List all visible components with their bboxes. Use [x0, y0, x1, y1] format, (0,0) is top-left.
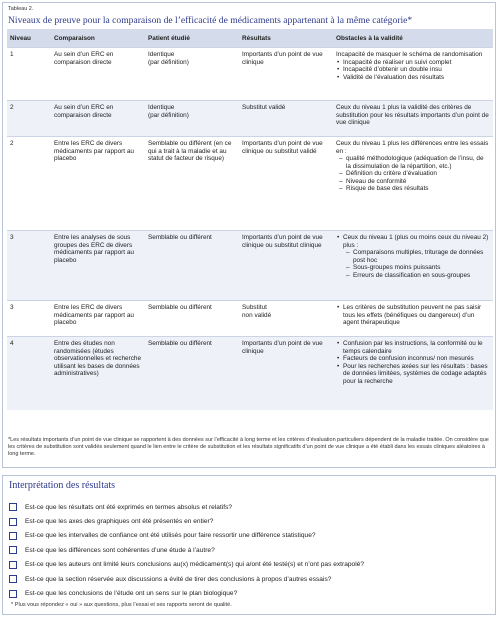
- obstacles-list: [336, 234, 490, 249]
- cell-obstacles: [333, 301, 493, 337]
- table-row: [7, 137, 493, 231]
- table-row: [7, 101, 493, 137]
- checklist-item: [9, 529, 489, 543]
- checkbox[interactable]: [9, 590, 17, 598]
- checklist-item: [9, 586, 489, 600]
- table-label: Tableau 2.: [8, 6, 34, 12]
- cell-level: 3: [7, 301, 51, 337]
- list-item: – Définition du critère d’évaluation: [336, 170, 490, 178]
- table-row: [7, 231, 493, 301]
- header-results: Résultats: [239, 29, 333, 48]
- checkbox[interactable]: [9, 532, 17, 540]
- list-item: • Incapacité d’obtenir un double insu: [336, 66, 490, 74]
- list-item: • Les critères de substitution peuvent ne pas saisir tous les effets (bénéfiques ou dangereux) d’un agent thérapeutique: [336, 304, 490, 327]
- interpretation-checklist: [9, 500, 489, 601]
- header-level: Niveau: [7, 29, 51, 48]
- cell-level: 2: [7, 101, 51, 137]
- cell-comparison: Entre les analyses de sous groupes des ERC de divers médicaments par rapport au placebo: [51, 231, 145, 301]
- list-item: – Risque de base des résultats: [336, 185, 490, 193]
- interpretation-title: Interprétation des résultats: [9, 480, 116, 491]
- obstacles-list: [336, 59, 490, 82]
- checklist-item: [9, 572, 489, 586]
- list-item: – Comparaisons multiples, triturage de données post hoc: [343, 249, 490, 264]
- table-row: [7, 301, 493, 337]
- list-item: – Niveau de conformité: [336, 178, 490, 186]
- cell-comparison: Entre les ERC de divers médicaments par rapport au placebo: [51, 137, 145, 231]
- evidence-levels-table: [7, 29, 493, 410]
- list-item: • Incapacité de réaliser un suivi complet: [336, 59, 490, 67]
- checklist-item: [9, 514, 489, 528]
- list-item: • Ceux du niveau 1 (plus ou moins ceux du niveau 2) plus :: [336, 234, 490, 249]
- obstacles-list: [336, 304, 490, 327]
- header-comparison: Comparaison: [51, 29, 145, 48]
- cell-results: Importants d’un point de vue clinique: [239, 48, 333, 101]
- cell-level: 3: [7, 231, 51, 301]
- obstacles-sublist: [336, 155, 490, 193]
- obstacles-list: [336, 340, 490, 385]
- checklist-item: [9, 543, 489, 557]
- header-patient: Patient étudié: [145, 29, 239, 48]
- cell-comparison: Au sein d’un ERC en comparaison directe: [51, 48, 145, 101]
- cell-obstacles: [333, 48, 493, 101]
- interpretation-panel: [2, 475, 496, 615]
- table-row: [7, 48, 493, 101]
- checklist-question: Est-ce que les intervalles de confiance ont été utilisés pour faire ressortir une différence statistique?: [25, 532, 316, 540]
- cell-results: Substitut validé: [239, 101, 333, 137]
- cell-obstacles: Ceux du niveau 1 plus la validité des critères de substitution pour les résultats importants d’un point de vue clinique: [333, 101, 493, 137]
- list-item: – qualité méthodologique (adéquation de l’insu, de la dissimulation de la répartition, etc.): [336, 155, 490, 170]
- cell-results: Importants d’un point de vue clinique ou substitut clinique: [239, 231, 333, 301]
- list-item: • Confusion par les instructions, la conformité ou le temps calendaire: [336, 340, 490, 355]
- checklist-question: Est-ce que la section réservée aux discussions a évité de tirer des conclusions à propos d’autres essais?: [25, 575, 332, 583]
- checklist-item: [9, 500, 489, 514]
- cell-obstacles: [333, 231, 493, 301]
- list-item: – Erreurs de classification en sous-groupes: [343, 272, 490, 280]
- cell-level: 2: [7, 137, 51, 231]
- obstacles-sublist: [336, 249, 490, 279]
- interpretation-note: * Plus vous répondez « oui » aux questions, plus l’essai et ses rapports seront de qualité.: [11, 602, 232, 608]
- list-item: • Validité de l’évaluation des résultats: [336, 74, 490, 82]
- table-footnote: *Les résultats importants d’un point de vue clinique se rapportent à des données sur l’efficacité à long terme et les critères d’évaluation particuliers dépendent de la maladie traitée. On considère que les critères de substitution sont validés seulement quand le lien entre le critère de substitution et les résultats significatifs d’un point de vue clinique a été établi dans les essais cliniques aléatoires à long terme.: [8, 437, 489, 457]
- cell-patient: Semblable ou différent (en ce qui a trait à la maladie et au statut de facteur de risque): [145, 137, 239, 231]
- table-row: [7, 337, 493, 411]
- table-panel: [2, 2, 496, 468]
- list-item: – Sous-groupes moins puissants: [343, 264, 490, 272]
- checkbox[interactable]: [9, 575, 17, 583]
- checklist-item: [9, 558, 489, 572]
- checkbox[interactable]: [9, 503, 17, 511]
- cell-obstacles: [333, 337, 493, 411]
- cell-comparison: Entre des études non randomisées (études observationnelles et recherche utilisant les bases de données administratives): [51, 337, 145, 411]
- cell-patient: Semblable ou différent: [145, 301, 239, 337]
- checkbox[interactable]: [9, 546, 17, 554]
- cell-obstacles: [333, 137, 493, 231]
- cell-comparison: Au sein d’un ERC en comparaison directe: [51, 101, 145, 137]
- cell-results: Importants d’un point de vue clinique: [239, 337, 333, 411]
- checkbox[interactable]: [9, 561, 17, 569]
- list-item: • Facteurs de confusion inconnus/ non mesurés: [336, 355, 490, 363]
- checklist-question: Est-ce que les différences sont cohérentes d’une étude à l’autre?: [25, 546, 215, 554]
- cell-results: Importants d’un point de vue clinique ou substitut validé: [239, 137, 333, 231]
- checklist-question: Est-ce que les axes des graphiques ont été présentés en entier?: [25, 518, 214, 526]
- cell-level: 1: [7, 48, 51, 101]
- cell-level: 4: [7, 337, 51, 411]
- cell-patient: Identique (par définition): [145, 48, 239, 101]
- obstacles-intro: Incapacité de masquer le schéma de randomisation: [336, 51, 483, 58]
- checklist-question: Est-ce que les conclusions de l’étude ont un sens sur le plan biologique?: [25, 590, 238, 598]
- cell-results: Substitut non validé: [239, 301, 333, 337]
- table-header-row: [7, 29, 493, 48]
- cell-patient: Semblable ou différent: [145, 231, 239, 301]
- cell-patient: Semblable ou différent: [145, 337, 239, 411]
- list-item: • Pour les recherches axées sur les résultats : bases de données limitées, systèmes de codage adaptés pour la recherche: [336, 363, 490, 386]
- checklist-question: Est-ce que les résultats ont été exprimés en termes absolus et relatifs?: [25, 503, 233, 511]
- checkbox[interactable]: [9, 518, 17, 526]
- checklist-question: Est-ce que les auteurs ont limité leurs conclusions au(x) médicament(s) qui a/ont été testé(s) et n’ont pas extrapolé?: [25, 561, 365, 569]
- table-title: Niveaux de preuve pour la comparaison de l’efficacité de médicaments appartenant à la même catégorie*: [8, 15, 413, 26]
- header-obstacles: Obstacles à la validité: [333, 29, 493, 48]
- cell-comparison: Entre les ERC de divers médicaments par rapport au placebo: [51, 301, 145, 337]
- cell-patient: Identique (par définition): [145, 101, 239, 137]
- obstacles-intro: Ceux du niveau 1 plus les différences entre les essais en :: [336, 140, 489, 155]
